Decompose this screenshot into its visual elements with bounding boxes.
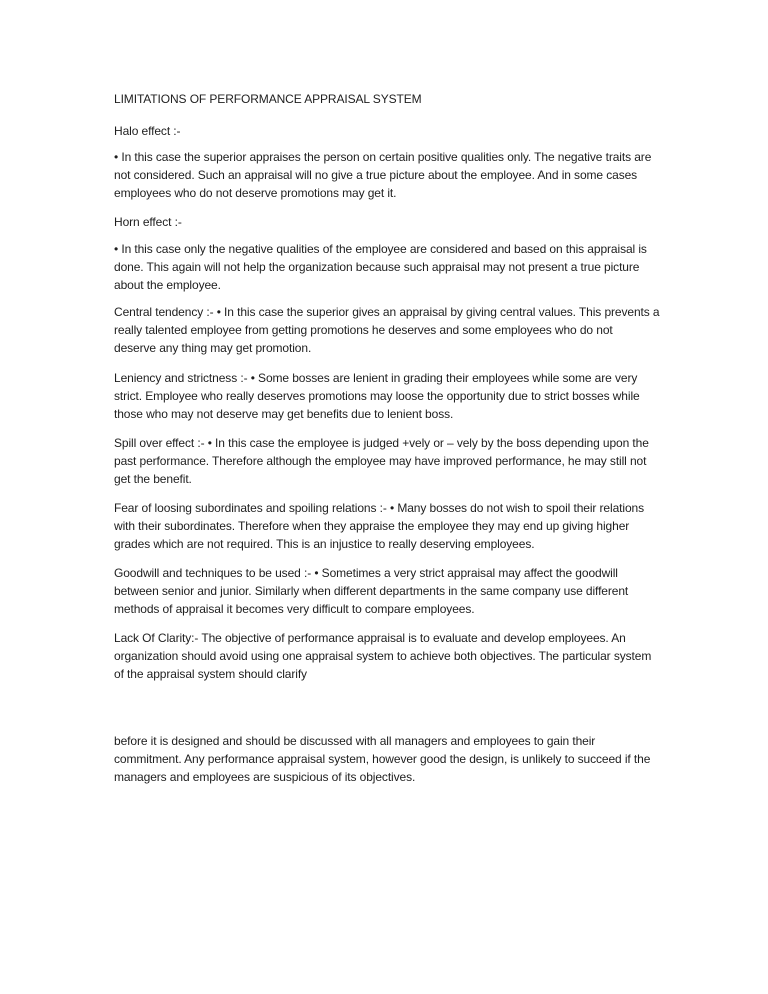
text-line: Fear of loosing subordinates and spoiling relations :- • Many bosses do not wish to spoil their relations	[114, 501, 644, 515]
text-line: those who may not deserve may get benefits due to lenient boss.	[114, 407, 454, 421]
paragraph-spill-over-effect	[114, 434, 649, 488]
text-line: Goodwill and techniques to be used :- • Sometimes a very strict appraisal may affect the goodwill	[114, 566, 618, 580]
paragraph-leniency-strictness	[114, 369, 640, 423]
text-line: Central tendency :- • In this case the superior gives an appraisal by giving central values. This prevents a	[114, 305, 660, 319]
paragraph-goodwill-techniques	[114, 564, 628, 618]
text-line: Halo effect :-	[114, 124, 181, 138]
text-line: not considered. Such an appraisal will no give a true picture about the employee. And in some cases	[114, 168, 638, 182]
text-line: organization should avoid using one appraisal system to achieve both objectives. The particular system	[114, 649, 652, 663]
text-line: past performance. Therefore although the employee may have improved performance, he may still not	[114, 454, 647, 468]
text-line: strict. Employee who really deserves promotions may loose the opportunity due to strict bosses while	[114, 389, 640, 403]
heading-horn-effect	[114, 213, 182, 231]
paragraph-horn-effect	[114, 240, 647, 294]
text-line: before it is designed and should be discussed with all managers and employees to gain their	[114, 734, 596, 748]
paragraph-continuation	[114, 732, 650, 786]
paragraph-fear-of-loosing-subordinates	[114, 499, 644, 553]
text-line: Horn effect :-	[114, 215, 182, 229]
text-line: of the appraisal system should clarify	[114, 667, 307, 681]
paragraph-lack-of-clarity	[114, 629, 651, 683]
text-line: get the benefit.	[114, 472, 192, 486]
text-line: between senior and junior. Similarly when different departments in the same company use different	[114, 584, 629, 598]
text-line: Spill over effect :- • In this case the employee is judged +vely or – vely by the boss depending upon the	[114, 436, 649, 450]
text-line: methods of appraisal it becomes very difficult to compare employees.	[114, 602, 475, 616]
text-line: • In this case the superior appraises the person on certain positive qualities only. The negative traits are	[114, 150, 652, 164]
text-line: really talented employee from getting promotions he deserves and some employees who do not	[114, 323, 613, 337]
document-title	[114, 90, 422, 108]
paragraph-halo-effect	[114, 148, 651, 202]
text-line: with their subordinates. Therefore when they appraise the employee they may end up giving higher	[114, 519, 630, 533]
text-line: Lack Of Clarity:- The objective of performance appraisal is to evaluate and develop employees. An	[114, 631, 626, 645]
paragraph-central-tendency	[114, 303, 659, 357]
text-line: deserve any thing may get promotion.	[114, 341, 312, 355]
text-line: Leniency and strictness :- • Some bosses are lenient in grading their employees while some are very	[114, 371, 638, 385]
text-line: commitment. Any performance appraisal system, however good the design, is unlikely to succeed if the	[114, 752, 651, 766]
text-line: grades which are not required. This is an injustice to really deserving employees.	[114, 537, 535, 551]
heading-halo-effect	[114, 122, 180, 140]
text-line: employees who do not deserve promotions may get it.	[114, 186, 397, 200]
text-line: about the employee.	[114, 278, 221, 292]
text-line: done. This again will not help the organization because such appraisal may not present a true picture	[114, 260, 640, 274]
title-text: LIMITATIONS OF PERFORMANCE APPRAISAL SYSTEM	[114, 92, 422, 106]
text-line: • In this case only the negative qualities of the employee are considered and based on this appraisal is	[114, 242, 647, 256]
text-line: managers and employees are suspicious of its objectives.	[114, 770, 416, 784]
